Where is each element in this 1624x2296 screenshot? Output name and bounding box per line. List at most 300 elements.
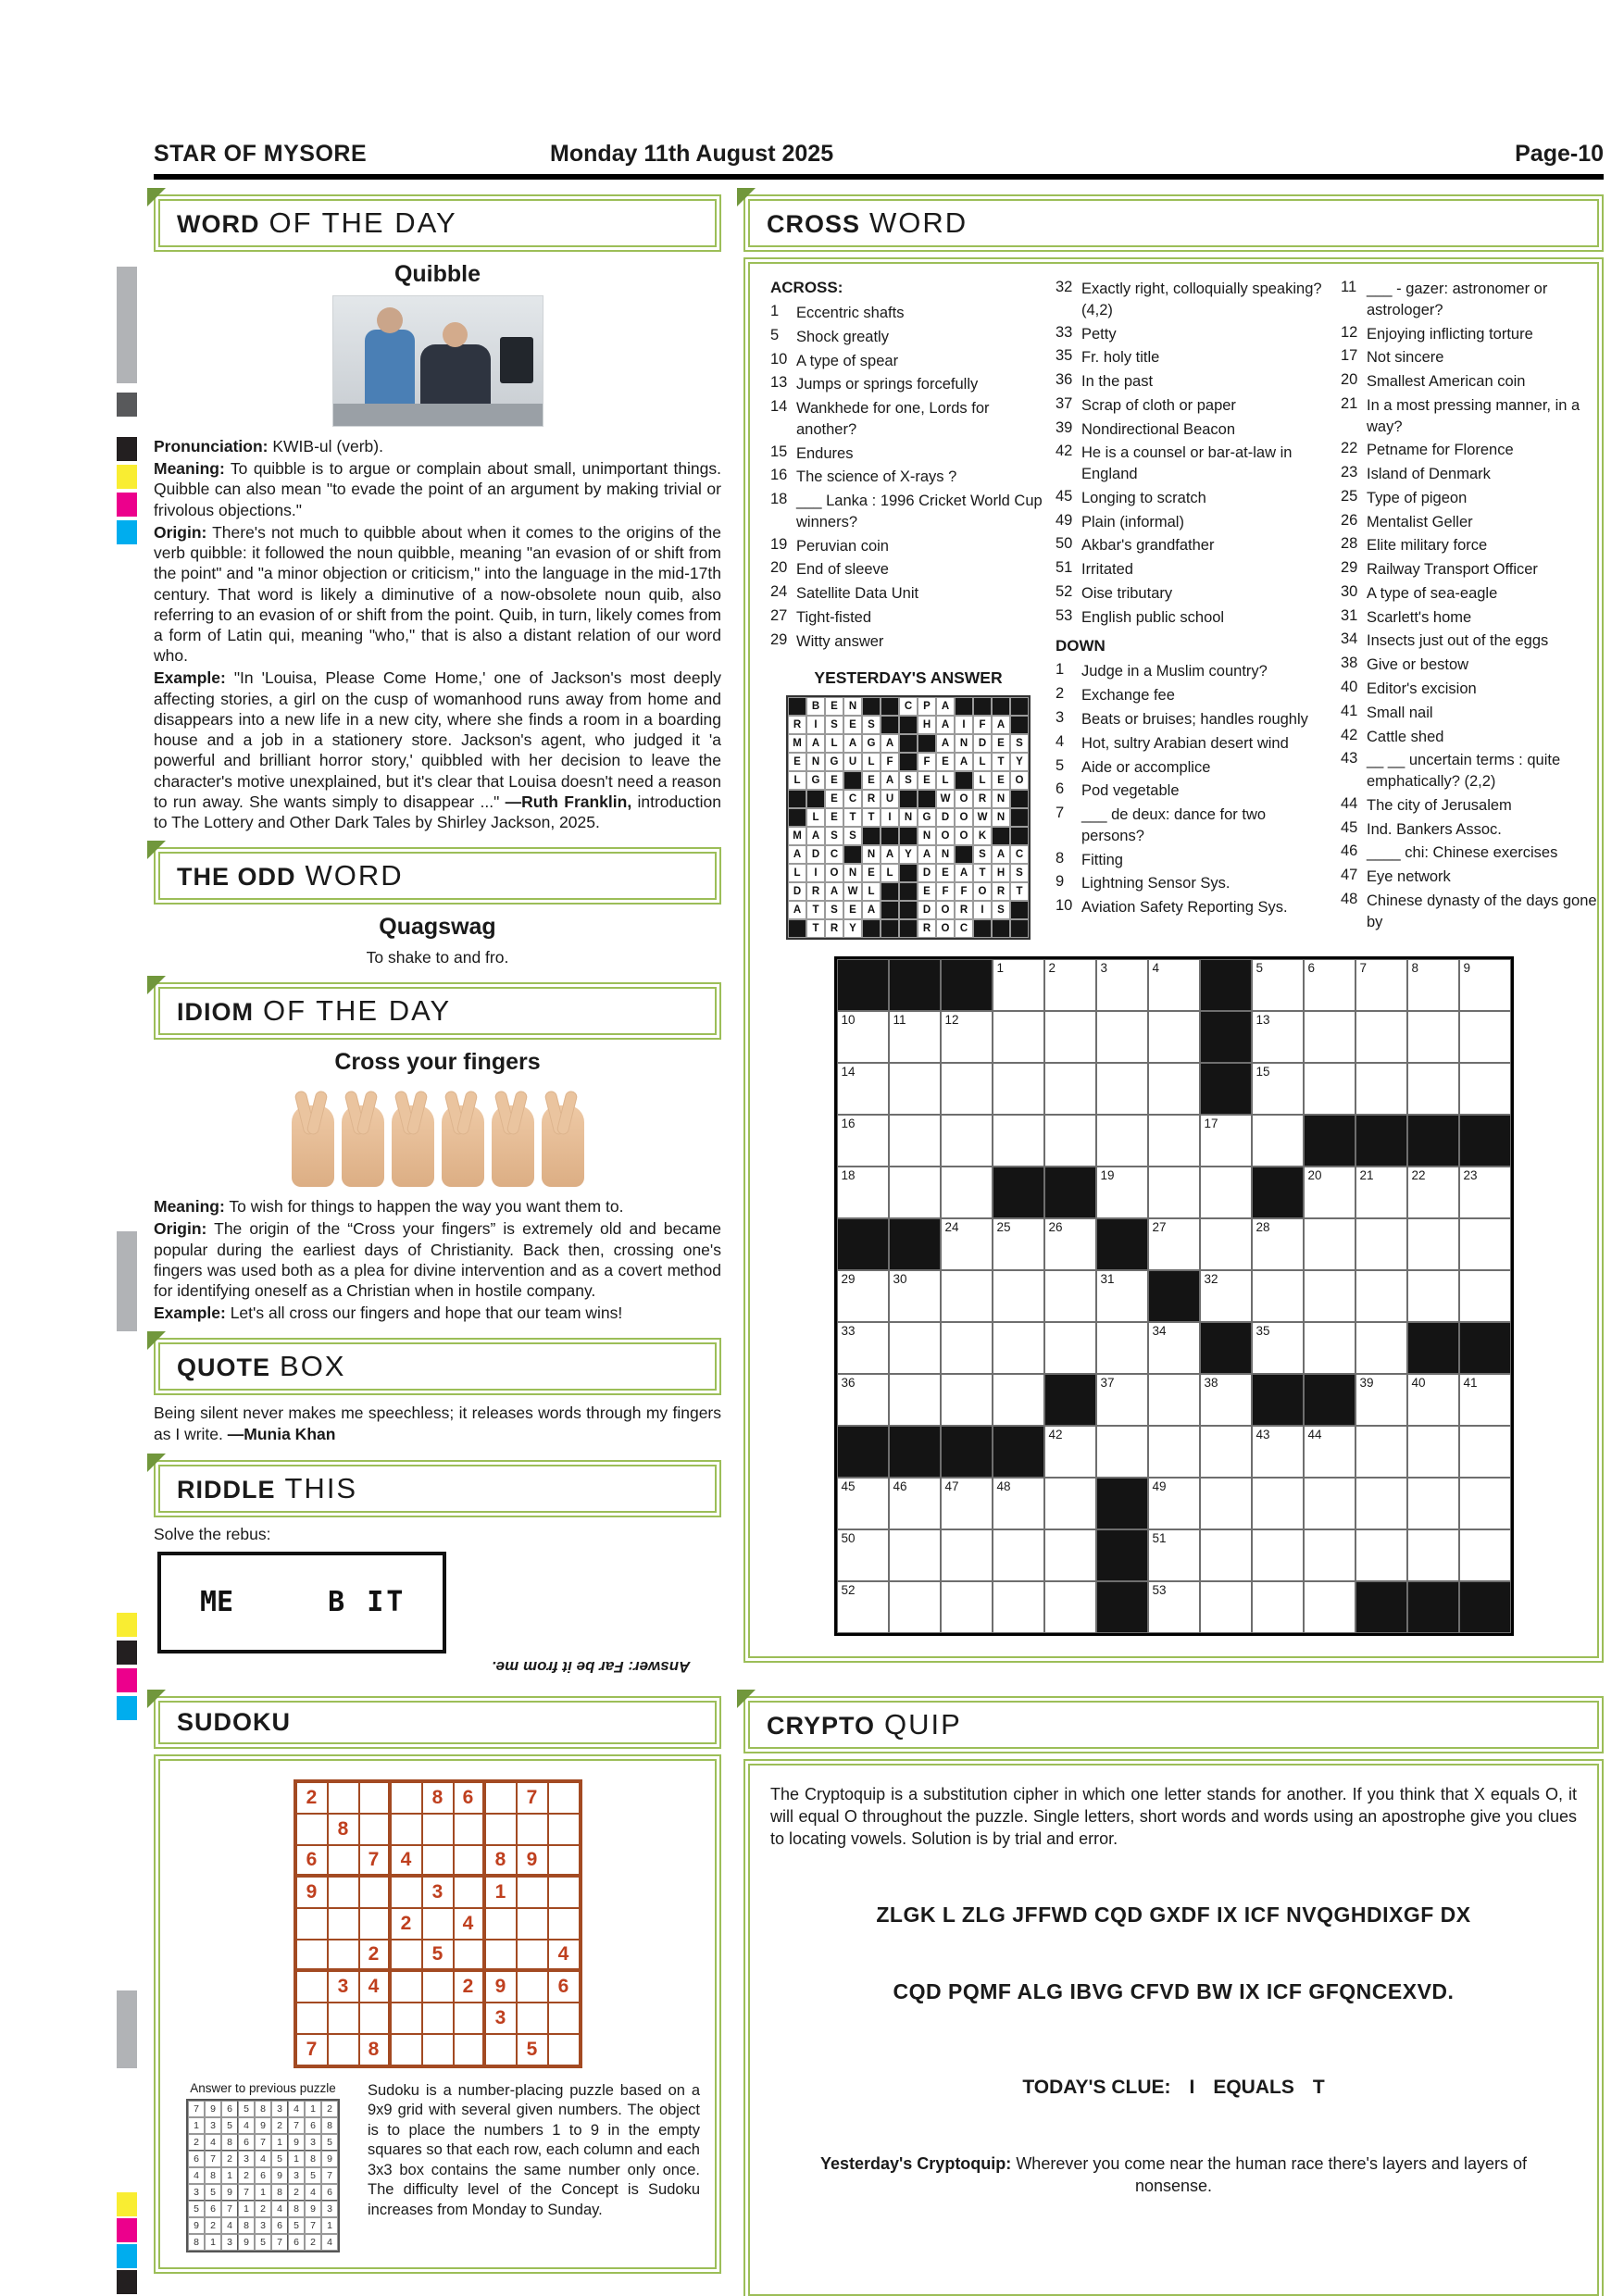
sudoku-answer-cell: 1 (188, 2117, 205, 2134)
crossword-cell[interactable] (1044, 1115, 1096, 1167)
sudoku-cell[interactable] (454, 2003, 485, 2034)
section-title-bold: THE ODD (177, 863, 296, 892)
sudoku-answer-cell: 7 (305, 2217, 321, 2234)
crossword-black-cell (1355, 1581, 1407, 1633)
clue-number: 36 (1056, 371, 1073, 389)
crossword-cell[interactable] (1459, 959, 1511, 1011)
crossword-cell[interactable] (1096, 1374, 1148, 1426)
clue-number: 29 (770, 630, 788, 648)
crossword-cell[interactable] (1459, 1270, 1511, 1322)
crossword-cell[interactable] (837, 1581, 889, 1633)
idiom-origin (154, 1218, 721, 1301)
crossword-cell[interactable] (1044, 1011, 1096, 1063)
clue-number: 23 (1341, 464, 1358, 481)
crossword-cell[interactable] (1407, 1011, 1459, 1063)
crossword-cell[interactable] (1355, 1374, 1407, 1426)
crossword-cell[interactable] (1407, 1167, 1459, 1218)
crossword-cell[interactable] (1459, 1063, 1511, 1115)
sudoku-cell[interactable] (485, 1782, 517, 1814)
crossword-black-cell (889, 1426, 941, 1478)
crossword-cell[interactable] (1304, 1478, 1355, 1529)
crossword-cell[interactable] (1407, 1374, 1459, 1426)
crossword-cell[interactable] (837, 1011, 889, 1063)
crossword-cell[interactable] (1200, 1167, 1252, 1218)
clue (1341, 630, 1606, 652)
sudoku-cell[interactable] (548, 2034, 580, 2065)
sudoku-cell[interactable] (328, 1845, 359, 1877)
crossword-cell[interactable] (1304, 1426, 1355, 1478)
crossword-cell[interactable] (1407, 1063, 1459, 1115)
crossword-cell[interactable] (1096, 1322, 1148, 1374)
sudoku-cell[interactable] (328, 2003, 359, 2034)
crossword-cell[interactable] (1096, 1167, 1148, 1218)
crossed-fingers-hand (392, 1105, 434, 1187)
sudoku-answer-cell: 3 (321, 2201, 338, 2217)
section-title-light: WORD (869, 206, 968, 239)
crossword-cell[interactable] (1148, 1529, 1200, 1581)
sudoku-cell[interactable] (296, 1940, 328, 1971)
crossword-cell[interactable] (1148, 1478, 1200, 1529)
clue-text: Smallest American coin (1367, 373, 1526, 391)
crossword-cell[interactable] (993, 1115, 1044, 1167)
clue-number: 48 (1341, 890, 1358, 907)
clue-text: The science of X-rays ? (796, 468, 957, 486)
crossword-cell[interactable] (889, 1322, 941, 1374)
crossword-cell[interactable] (1252, 1426, 1304, 1478)
crossword-cell[interactable] (1304, 959, 1355, 1011)
sudoku-cell[interactable] (296, 2003, 328, 2034)
crossword-cell[interactable] (1096, 1426, 1148, 1478)
crossword-cell[interactable] (1044, 959, 1096, 1011)
sudoku-cell[interactable] (296, 1814, 328, 1845)
crossword-cell[interactable] (1252, 1478, 1304, 1529)
crossword-cell[interactable] (1355, 1529, 1407, 1581)
crossword-cell[interactable] (1148, 959, 1200, 1011)
crossword-cell[interactable] (1355, 1322, 1407, 1374)
crossword-cell[interactable] (1096, 1063, 1148, 1115)
sudoku-cell[interactable] (296, 1908, 328, 1940)
crossword-cell[interactable] (993, 1270, 1044, 1322)
answer-black-cell (1010, 919, 1029, 938)
clue-number: 32 (1056, 279, 1073, 295)
answer-letter-cell: T (862, 808, 881, 827)
crossword-cell[interactable] (941, 1270, 993, 1322)
crossword-cell[interactable] (1044, 1063, 1096, 1115)
sudoku-cell[interactable] (359, 1814, 391, 1845)
crossword-cell[interactable] (1252, 1581, 1304, 1633)
section-title-light: OF THE DAY (269, 206, 457, 239)
clue-number: 39 (1056, 418, 1073, 436)
sudoku-answer-cell: 1 (205, 2234, 221, 2251)
answer-letter-cell: O (936, 901, 955, 919)
crossword-cell[interactable] (1200, 1115, 1252, 1167)
clue-text: A type of sea-eagle (1367, 584, 1498, 602)
clue (1341, 371, 1606, 393)
answer-letter-cell: B (806, 697, 825, 716)
cell-number: 36 (841, 1376, 856, 1391)
sudoku-cell[interactable] (391, 1782, 422, 1814)
sudoku-cell[interactable] (548, 1782, 580, 1814)
clue-text: Wankhede for one, Lords for another? (796, 400, 990, 438)
crossword-cell[interactable] (1407, 1426, 1459, 1478)
crossword-cell[interactable] (1148, 1115, 1200, 1167)
clue-text: Fitting (1081, 851, 1123, 868)
crossword-cell[interactable] (1407, 1529, 1459, 1581)
crossword-cell[interactable] (1355, 1011, 1407, 1063)
meaning-label: Meaning: (154, 1197, 225, 1217)
sudoku-cell[interactable] (517, 1908, 548, 1940)
crossword-cell[interactable] (889, 1167, 941, 1218)
clue-number: 5 (770, 326, 780, 343)
crossword-cell[interactable] (1407, 1270, 1459, 1322)
cell-number: 7 (1359, 961, 1368, 976)
crossword-cell[interactable] (1148, 1322, 1200, 1374)
clue (1056, 395, 1331, 417)
sudoku-cell[interactable] (328, 1877, 359, 1908)
crossword-cell[interactable] (1044, 1478, 1096, 1529)
crossword-cell[interactable] (1304, 1270, 1355, 1322)
clue (1056, 780, 1331, 802)
crossword-cell[interactable] (993, 1581, 1044, 1633)
sudoku-cell: 6 (548, 1971, 580, 2003)
crossword-cell[interactable] (993, 1478, 1044, 1529)
origin-paragraph (154, 522, 721, 667)
calibration-gray-strip (117, 1990, 137, 2068)
answer-letter-cell: C (825, 845, 843, 864)
crossword-cell[interactable] (1096, 959, 1148, 1011)
answer-letter-cell: A (806, 827, 825, 845)
crossword-cell[interactable] (941, 1218, 993, 1270)
crossword-cell[interactable] (837, 1322, 889, 1374)
crossword-cell[interactable] (1304, 1063, 1355, 1115)
answer-letter-cell: F (881, 753, 899, 771)
crossword-cell[interactable] (1044, 1581, 1096, 1633)
crossword-cell[interactable] (1200, 1218, 1252, 1270)
sudoku-cell[interactable] (422, 1814, 454, 1845)
sudoku-cell[interactable] (328, 1908, 359, 1940)
answer-letter-cell: T (973, 864, 992, 882)
crossword-cell[interactable] (837, 1063, 889, 1115)
crossword-cell[interactable] (1459, 1478, 1511, 1529)
crossword-cell[interactable] (837, 1478, 889, 1529)
sudoku-cell[interactable] (548, 1814, 580, 1845)
sudoku-cell[interactable] (485, 1814, 517, 1845)
crossword-cell[interactable] (1148, 1011, 1200, 1063)
crossword-cell[interactable] (1459, 1426, 1511, 1478)
crossword-black-cell (889, 959, 941, 1011)
cell-number: 40 (1411, 1376, 1426, 1391)
answer-letter-cell: E (936, 753, 955, 771)
idiom-meaning (154, 1196, 721, 1217)
crossword-cell[interactable] (1252, 1529, 1304, 1581)
crossword-cell[interactable] (1096, 1011, 1148, 1063)
sudoku-cell[interactable] (296, 1971, 328, 2003)
crossword-cell[interactable] (1044, 1322, 1096, 1374)
crossword-cell[interactable] (1200, 1478, 1252, 1529)
answer-letter-cell: S (825, 901, 843, 919)
sudoku-cell[interactable] (422, 1908, 454, 1940)
crossword-cell[interactable] (1200, 1374, 1252, 1426)
sudoku-cell[interactable] (485, 1908, 517, 1940)
crossed-fingers-photo (253, 1083, 623, 1187)
crossword-cell[interactable] (993, 1374, 1044, 1426)
clue (770, 303, 1046, 324)
crossword-cell[interactable] (889, 1063, 941, 1115)
crossword-cell[interactable] (837, 1529, 889, 1581)
crossword-black-cell (1459, 1115, 1511, 1167)
sudoku-cell[interactable] (454, 2034, 485, 2065)
sudoku-cell[interactable] (548, 1908, 580, 1940)
sudoku-cell[interactable] (422, 1845, 454, 1877)
crossword-cell[interactable] (1304, 1218, 1355, 1270)
sudoku-cell[interactable] (517, 1940, 548, 1971)
idiom-header (154, 982, 721, 1040)
crossword-cell[interactable] (1407, 959, 1459, 1011)
sudoku-answer-cell: 5 (238, 2101, 255, 2117)
sudoku-cell[interactable] (359, 1877, 391, 1908)
sudoku-cell[interactable] (548, 2003, 580, 2034)
quote-author: —Munia Khan (227, 1425, 336, 1444)
crossword-cell[interactable] (1252, 1063, 1304, 1115)
crossword-cell[interactable] (993, 959, 1044, 1011)
crossword-cell[interactable] (1252, 1011, 1304, 1063)
crossword-cell[interactable] (1304, 1011, 1355, 1063)
answer-black-cell (899, 716, 918, 734)
sudoku-cell[interactable] (548, 1877, 580, 1908)
crossword-cell[interactable] (1459, 1218, 1511, 1270)
clue (1341, 679, 1606, 700)
sudoku-cell[interactable] (454, 1877, 485, 1908)
crossword-cell[interactable] (1044, 1270, 1096, 1322)
sudoku-cell[interactable] (517, 1814, 548, 1845)
crossword-cell[interactable] (837, 1374, 889, 1426)
answer-letter-cell: I (955, 716, 973, 734)
crossword-cell[interactable] (889, 1011, 941, 1063)
answer-letter-cell: T (1010, 882, 1029, 901)
crossword-cell[interactable] (1304, 1529, 1355, 1581)
sudoku-cell[interactable] (391, 1814, 422, 1845)
answer-letter-cell: W (936, 790, 955, 808)
sudoku-cell[interactable] (517, 1877, 548, 1908)
sudoku-cell[interactable] (454, 1814, 485, 1845)
clue-text: Longing to scratch (1081, 489, 1206, 506)
crossword-cell[interactable] (993, 1322, 1044, 1374)
sudoku-cell[interactable] (328, 1940, 359, 1971)
crossword-cell[interactable] (993, 1011, 1044, 1063)
answer-letter-cell: A (936, 734, 955, 753)
crossword-black-cell (1200, 1011, 1252, 1063)
crossword-cell[interactable] (1044, 1426, 1096, 1478)
crossword-cell[interactable] (1044, 1218, 1096, 1270)
crossword-cell[interactable] (1355, 1218, 1407, 1270)
crossword-cell[interactable] (1096, 1115, 1148, 1167)
sudoku-cell[interactable] (422, 2034, 454, 2065)
clue-number: 35 (1056, 347, 1073, 365)
crossword-cell[interactable] (941, 1322, 993, 1374)
crossword-cell[interactable] (1355, 1478, 1407, 1529)
crossword-cell[interactable] (837, 1167, 889, 1218)
crossword-cell[interactable] (1252, 1322, 1304, 1374)
crossword-cell[interactable] (1304, 1322, 1355, 1374)
crossword-cell[interactable] (1459, 1374, 1511, 1426)
sudoku-answer-cell: 8 (321, 2117, 338, 2134)
crossword-cell[interactable] (1044, 1529, 1096, 1581)
clue-number: 2 (1056, 685, 1065, 703)
crossword-cell[interactable] (889, 1374, 941, 1426)
clue-text: Exchange fee (1081, 687, 1175, 705)
clue (770, 631, 1046, 653)
cell-number: 30 (893, 1272, 907, 1287)
answer-letter-cell: C (1010, 845, 1029, 864)
sudoku-cell[interactable] (328, 2034, 359, 2065)
down-clues-1 (1056, 661, 1331, 917)
clue-number: 37 (1056, 394, 1073, 412)
cell-number: 15 (1255, 1065, 1270, 1079)
idiom-section (154, 982, 721, 1323)
sudoku-header (154, 1696, 721, 1749)
answer-black-cell (1010, 901, 1029, 919)
crossword-cell[interactable] (1252, 1270, 1304, 1322)
crossword-cell[interactable] (941, 1063, 993, 1115)
sudoku-cell[interactable] (548, 1845, 580, 1877)
sudoku-answer-cell: 6 (221, 2101, 238, 2117)
sudoku-description: Sudoku is a number-placing puzzle based on a 9x9 grid with several given numbers. The object is to place the numbers 1 to 9 in the empty squares so that each row, each column and each 3x3 box contains the same number only once. The difficulty level of the Concept is Sudoku increases from Monday to Sunday. (368, 2081, 700, 2218)
crossword-cell[interactable] (889, 1581, 941, 1633)
sudoku-cell[interactable] (391, 1940, 422, 1971)
clue (1056, 419, 1331, 441)
corner-fold-icon (147, 1454, 166, 1472)
sudoku-cell[interactable] (454, 1845, 485, 1877)
crossed-fingers-hand (292, 1105, 334, 1187)
sudoku-cell[interactable] (422, 2003, 454, 2034)
crossword-cell[interactable] (941, 1167, 993, 1218)
crossword-cell[interactable] (1407, 1478, 1459, 1529)
crossword-cell[interactable] (1200, 1270, 1252, 1322)
masthead: STAR OF MYSORE (154, 141, 368, 167)
clue-text: Irritated (1081, 561, 1133, 579)
crossword-cell[interactable] (1304, 1167, 1355, 1218)
sudoku-answer-cell: 1 (305, 2101, 321, 2117)
rebus-box (157, 1552, 446, 1653)
crossword-cell[interactable] (1148, 1218, 1200, 1270)
sudoku-cell[interactable] (485, 2034, 517, 2065)
crossword-cell[interactable] (1355, 1167, 1407, 1218)
answer-letter-cell: Y (843, 919, 862, 938)
crossword-cell[interactable] (1148, 1374, 1200, 1426)
crossword-cell[interactable] (889, 1270, 941, 1322)
crossword-cell[interactable] (941, 1115, 993, 1167)
crossword-cell[interactable] (1459, 1167, 1511, 1218)
cell-number: 19 (1100, 1168, 1115, 1183)
crossword-cell[interactable] (993, 1218, 1044, 1270)
sudoku-cell[interactable] (359, 1782, 391, 1814)
sudoku-grid (294, 1779, 582, 2068)
crossword-cell[interactable] (1148, 1581, 1200, 1633)
clue (1056, 757, 1331, 779)
crossword-cell[interactable] (1355, 1426, 1407, 1478)
crossword-black-cell (1252, 1167, 1304, 1218)
crossword-cell[interactable] (837, 1270, 889, 1322)
crossword-cell[interactable] (1355, 959, 1407, 1011)
crossword-cell[interactable] (1459, 1011, 1511, 1063)
crossword-cell[interactable] (837, 1115, 889, 1167)
crossword-cell[interactable] (1200, 1426, 1252, 1478)
yesterday-cryptoquip-text: Wherever you come near the human race there's layers and layers of nonsense. (1016, 2153, 1528, 2196)
answer-letter-cell: E (825, 790, 843, 808)
answer-letter-cell: M (788, 734, 806, 753)
sudoku-cell[interactable] (391, 2034, 422, 2065)
sudoku-cell[interactable] (517, 1971, 548, 2003)
crossword-cell[interactable] (1252, 1218, 1304, 1270)
crossword-cell[interactable] (1148, 1167, 1200, 1218)
clue (1341, 703, 1606, 724)
crossword-cell[interactable] (1252, 1115, 1304, 1167)
sudoku-cell[interactable] (328, 1782, 359, 1814)
cell-number: 48 (996, 1479, 1011, 1494)
corner-fold-icon (147, 188, 166, 206)
crossword-cell[interactable] (941, 1011, 993, 1063)
crossword-cell[interactable] (889, 1115, 941, 1167)
crossword-cell[interactable] (1407, 1218, 1459, 1270)
riddle-answer-upside-down (154, 1657, 690, 1681)
sudoku-cell[interactable] (517, 2003, 548, 2034)
sudoku-cell[interactable] (485, 1940, 517, 1971)
crossword-cell[interactable] (889, 1478, 941, 1529)
clue-number: 31 (1341, 606, 1358, 624)
sudoku-cell[interactable] (422, 1971, 454, 2003)
crossword-cell[interactable] (993, 1529, 1044, 1581)
crossword-cell[interactable] (1148, 1426, 1200, 1478)
crossword-cell[interactable] (993, 1063, 1044, 1115)
crossword-cell[interactable] (1304, 1581, 1355, 1633)
sudoku-cell[interactable] (359, 1908, 391, 1940)
crossword-cell[interactable] (1200, 1581, 1252, 1633)
clue-number: 25 (1341, 487, 1358, 505)
sudoku-cell[interactable] (359, 2003, 391, 2034)
answer-black-cell (973, 697, 992, 716)
cell-number: 41 (1463, 1376, 1478, 1391)
sudoku-cell[interactable] (391, 2003, 422, 2034)
sudoku-answer-cell: 2 (255, 2201, 271, 2217)
sudoku-cell[interactable] (391, 1971, 422, 2003)
crossword-cell[interactable] (1252, 959, 1304, 1011)
clue-number: 9 (1056, 873, 1065, 891)
sudoku-cell: 7 (359, 1845, 391, 1877)
clue-text: Fr. holy title (1081, 349, 1160, 367)
crossword-cell[interactable] (1459, 1529, 1511, 1581)
crossword-cell[interactable] (1096, 1270, 1148, 1322)
crossword-cell[interactable] (1355, 1270, 1407, 1322)
meaning-label: Meaning: (154, 459, 225, 479)
answer-black-cell (899, 827, 918, 845)
sudoku-answer-cell: 7 (288, 2117, 305, 2134)
sudoku-cell[interactable] (391, 1877, 422, 1908)
cryptoquip-section (743, 1696, 1604, 2296)
crossword-cell[interactable] (1148, 1063, 1200, 1115)
crossword-cell[interactable] (1355, 1063, 1407, 1115)
crossword-cell[interactable] (941, 1581, 993, 1633)
clue-text: Beats or bruises; handles roughly (1081, 711, 1308, 729)
crossword-cell[interactable] (941, 1374, 993, 1426)
clue-number: 18 (770, 491, 788, 508)
crossword-cell[interactable] (941, 1529, 993, 1581)
sudoku-cell[interactable] (454, 1940, 485, 1971)
crossword-cell[interactable] (889, 1529, 941, 1581)
crossword-cell[interactable] (1200, 1529, 1252, 1581)
calibration-yellow-square (117, 2192, 137, 2216)
crossword-black-cell (1096, 1478, 1148, 1529)
crossword-cell[interactable] (941, 1478, 993, 1529)
